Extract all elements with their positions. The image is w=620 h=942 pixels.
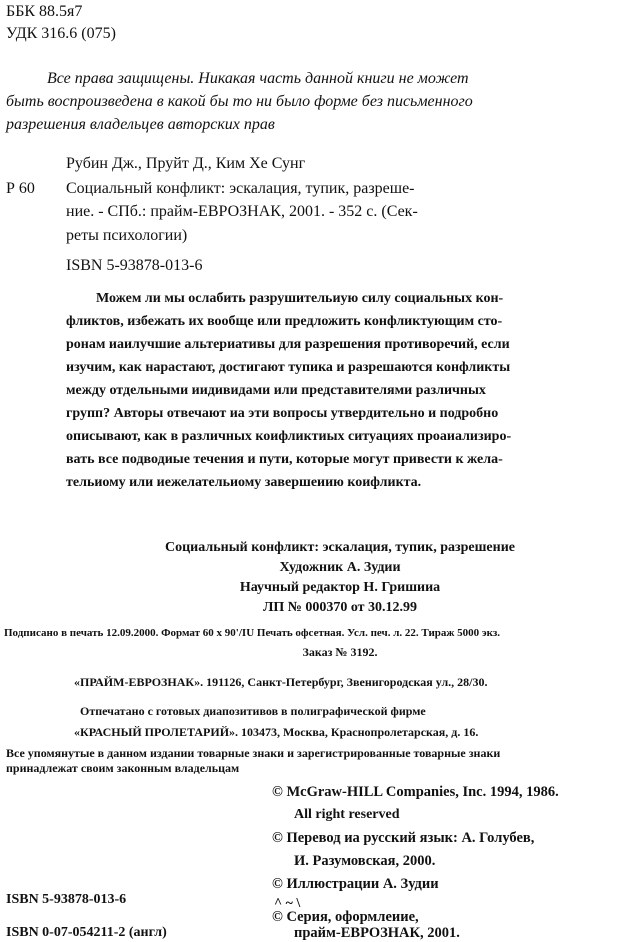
isbn-english: ISBN 0-07-054211-2 (англ) — [6, 925, 167, 940]
copyright-translators: И. Разумовская, 2000. — [294, 853, 436, 869]
publisher-address: «ПРАЙМ-ЕВРОЗНАК». 191126, Санкт-Петербург, Звенигородская ул., 28/30. — [74, 675, 488, 689]
order-number: Заказ № 3192. — [302, 645, 378, 659]
isbn-main: ISBN 5-93878-013-6 — [66, 257, 203, 274]
printed-from: Отпечатано с готовых диапозитивов в полиграфической фирме — [80, 704, 426, 718]
print-info: Подписано в печать 12.09.2000. Формат 60 х 90'/IU Печать офсетная. Усл. печ. л. 22. Тираж 5000 экз. — [4, 627, 501, 639]
annotation-line: групп? Авторы отвечают иа эти вопросы утвердительно и подробно — [66, 406, 499, 421]
copyright-translation: © Перевод иа русский язык: А. Голубев, — [272, 830, 535, 846]
authors: Рубин Дж., Пруйт Д., Ким Хе Сунг — [66, 155, 306, 172]
bbk-code: ББК 88.5я7 — [6, 3, 83, 20]
annotation-line: между отдельными иидивидами или представителями различных — [66, 383, 486, 398]
copyright-marks: ^ ~ \ — [274, 896, 301, 911]
copyright-illustrations: © Иллюстрации А. Зудии — [272, 876, 439, 892]
printer-address: «КРАСНЫЙ ПРОЛЕТАРИЙ». 103473, Москва, Краснопролетарская, д. 16. — [74, 725, 479, 739]
copyright-mcgraw-hill: © McGraw-HILL Companies, Inc. 1994, 1986. — [272, 784, 559, 800]
annotation-line: тельиому или иежелательиому завершеиию коифликта. — [66, 475, 422, 490]
trademark-notice-line-2: принадлежат своим законным владельцам — [6, 761, 240, 775]
copyright-series: © Серия, оформлеиие, — [272, 909, 419, 925]
imprint-artist: Художник А. Зудии — [279, 560, 401, 575]
isbn-russian: ISBN 5-93878-013-6 — [6, 892, 127, 907]
annotation-line: ронам иаилучшие альтериативы для разрешения противоречий, если — [66, 337, 510, 352]
annotation-line: Можем ли мы ослабить разрушительиую силу социальных кон- — [96, 291, 504, 306]
annotation-line: описывают, как в различных коифликтиых ситуациях проаиализиро- — [66, 429, 512, 444]
title-line-3: реты психологии) — [66, 227, 188, 244]
title-line-2: ние. - СПб.: прайм-ЕВРОЗНАК, 2001. - 352 с. (Сек- — [66, 203, 418, 220]
imprint-license: ЛП № 000370 от 30.12.99 — [262, 600, 418, 615]
title-line-1: Социальный конфликт: эскалация, тупик, разреше- — [66, 180, 415, 197]
rights-notice-line-1: Все права защищены. Никакая часть данной книги не может — [47, 70, 469, 87]
trademark-notice-line-1: Все упомянутые в данном издании товарные знаки и зарегистрированные товарные знаки — [6, 746, 501, 760]
cutter-mark: Р 60 — [6, 180, 35, 197]
rights-notice-line-3: разрешения владельцев авторских прав — [6, 116, 275, 133]
copyright-all-rights: All right reserved — [294, 807, 400, 822]
annotation-line: фликтов, избежать их вообще или предложить конфликтующим сто- — [66, 314, 503, 329]
annotation-line: изучим, как нарастают, достигают тупика и разрешаются конфликты — [66, 360, 511, 375]
rights-notice-line-2: быть воспроизведена в какой бы то ни было форме без письменного — [6, 93, 473, 110]
copyright-series-publisher: прайм-ЕВРОЗНАК, 2001. — [294, 925, 460, 941]
imprint-title: Социальный конфликт: эскалация, тупик, разрешение — [165, 540, 515, 555]
annotation-line: вать все подводиые течения и пути, которые могут привести к жела- — [66, 452, 503, 467]
imprint-editor: Научный редактор Н. Гришииа — [239, 580, 441, 595]
udk-code: УДК 316.6 (075) — [6, 25, 116, 42]
